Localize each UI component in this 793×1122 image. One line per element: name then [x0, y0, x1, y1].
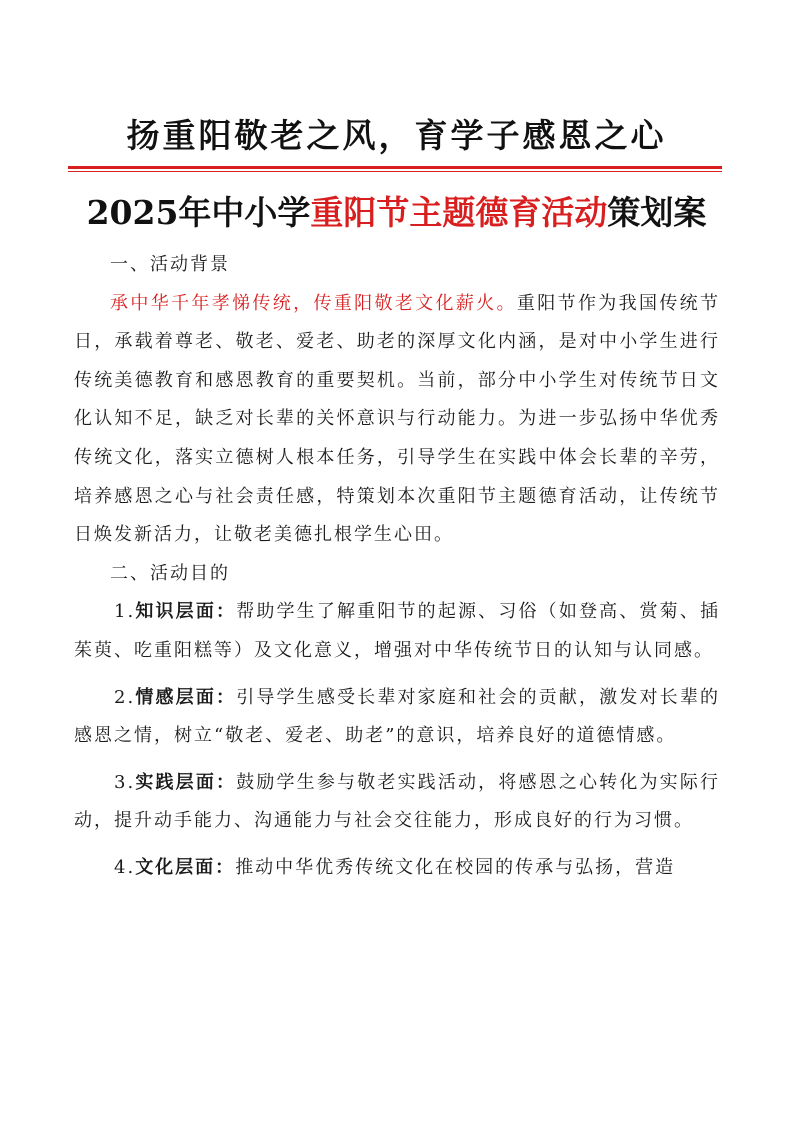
item-label: 文化层面： — [135, 856, 236, 878]
item-number: 2. — [114, 686, 136, 708]
list-item — [74, 679, 720, 756]
item-text: 引导学生感受长辈对家庭和社会的贡献，激发对长辈的感恩之情，树立“敬老、爱老、助老”的意识，培养良好的道德情感。 — [74, 686, 721, 747]
red-divider-thin — [68, 171, 722, 172]
item-text: 鼓励学生参与敬老实践活动，将感恩之心转化为实际行动，提升动手能力、沟通能力与社会交往能力，形成良好的行为习惯。 — [74, 771, 721, 832]
lead-sentence: 承中华千年孝悌传统，传重阳敬老文化薪火。 — [110, 292, 517, 314]
paragraph-text: 重阳节作为我国传统节日，承载着尊老、敬老、爱老、助老的深厚文化内涵，是对中小学生进行传统美德教育和感恩教育的重要契机。当前，部分中小学生对传统节日文化认知不足，缺乏对长辈的关怀意识与行动能力。为进一步弘扬中华优秀传统文化，落实立德树人根本任务，引导学生在实践中体会长辈的辛劳，培养感恩之心与社会责任感，特策划本次重阳节主题德育活动，让传统节日焕发新活力，让敬老美德扎根学生心田。 — [74, 292, 721, 546]
item-label: 实践层面： — [135, 771, 237, 793]
item-number: 4. — [114, 856, 136, 878]
main-title-highlight: 重阳节主题德育活动 — [310, 193, 608, 232]
list-item — [74, 849, 720, 888]
item-number: 3. — [114, 771, 136, 793]
section-heading-background: 一、活动背景 — [110, 254, 230, 275]
document-banner-title: 扬重阳敬老之风，育学子感恩之心 — [126, 116, 667, 155]
section-heading-purpose: 二、活动目的 — [110, 562, 230, 584]
document-main-title — [0, 190, 793, 236]
list-item — [74, 764, 720, 841]
red-divider-thick — [68, 166, 722, 169]
item-number: 1. — [114, 601, 136, 623]
item-label: 情感层面： — [135, 686, 237, 708]
item-text: 帮助学生了解重阳节的起源、习俗（如登高、赏菊、插茱萸、吃重阳糕等）及文化意义，增强对中华传统节日的认知与认同感。 — [74, 601, 721, 661]
section-paragraph-background — [74, 285, 720, 555]
item-label: 知识层面： — [135, 601, 237, 623]
document-body — [74, 246, 720, 896]
main-title-suffix: 策划案 — [607, 193, 707, 232]
main-title-year: 2025年中小学 — [86, 193, 311, 232]
item-text: 推动中华优秀传统文化在校园的传承与弘扬，营造 — [235, 856, 676, 878]
list-item — [74, 593, 720, 670]
